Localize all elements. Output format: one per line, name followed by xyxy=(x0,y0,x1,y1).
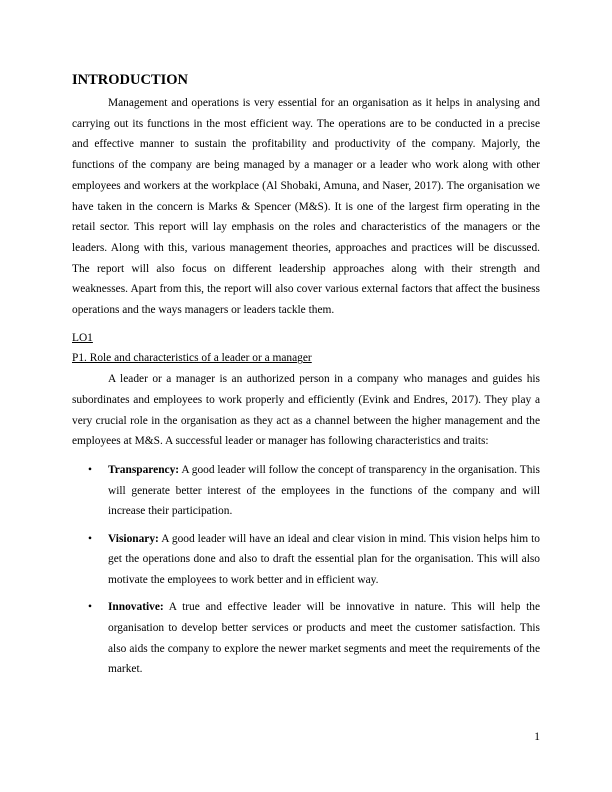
trait-description: A good leader will follow the concept of transparency in the organisation. This will generate better interest of the employees in the functions of the company and will increase their participation. xyxy=(108,463,540,518)
intro-paragraph: Management and operations is very essential for an organisation as it helps in analysing and carrying out its functions in the most efficient way. The operations are to be conducted in a precise and effective manner to sustain the profitability and productivity of the company. Majorly, the functions of the company are being managed by a manager or a leader who work along with other employees and workers at the workplace (Al Shobaki, Amuna, and Naser, 2017). The organisation we have taken in the concern is Marks & Spencer (M&S). It is one of the largest firm operating in the retail sector. This report will lay emphasis on the roles and characteristics of the managers or the leaders. Along with this, various management theories, approaches and practices will be discussed. The report will also focus on different leadership approaches along with their strength and weaknesses. Apart from this, the report will also cover various external factors that affect the business operations and the ways managers or leaders tackle them. xyxy=(72,97,540,317)
trait-term: Visionary: xyxy=(108,532,159,545)
page-number: 1 xyxy=(534,731,540,743)
lo-label: LO1 xyxy=(72,331,93,344)
trait-term: Innovative: xyxy=(108,601,164,614)
list-item-innovative xyxy=(72,597,540,680)
traits-list xyxy=(72,460,540,680)
bullet-icon: • xyxy=(88,532,92,545)
list-item-visionary xyxy=(72,529,540,591)
subsection-paragraph: A leader or a manager is an authorized person in a company who manages and guides his subordinates and employees to work properly and efficiently (Evink and Endres, 2017). They play a very crucial role in the organisation as they act as a channel between the higher management and the employees at M&S. A successful leader or manager has following characteristics and traits: xyxy=(72,373,540,448)
bullet-icon: • xyxy=(88,601,92,614)
trait-description: A good leader will have an ideal and clear vision in mind. This vision helps him to get the operations done and also to draft the essential plan for the organisation. This will also motivate the employees to work better and in efficient way. xyxy=(108,532,541,586)
section-heading: INTRODUCTION xyxy=(72,72,189,88)
trait-term: Transparency: xyxy=(108,463,180,476)
subsection-title: P1. Role and characteristics of a leader or a manager xyxy=(72,352,312,365)
list-item-transparency xyxy=(72,460,540,522)
trait-description: A true and effective leader will be innovative in nature. This will help the organisation to develop better services or products and meet the customer satisfaction. This also aids the company to explore the newer market segments and meet the requirements of the market. xyxy=(108,601,541,676)
bullet-icon: • xyxy=(88,463,92,476)
document-page xyxy=(72,72,540,686)
